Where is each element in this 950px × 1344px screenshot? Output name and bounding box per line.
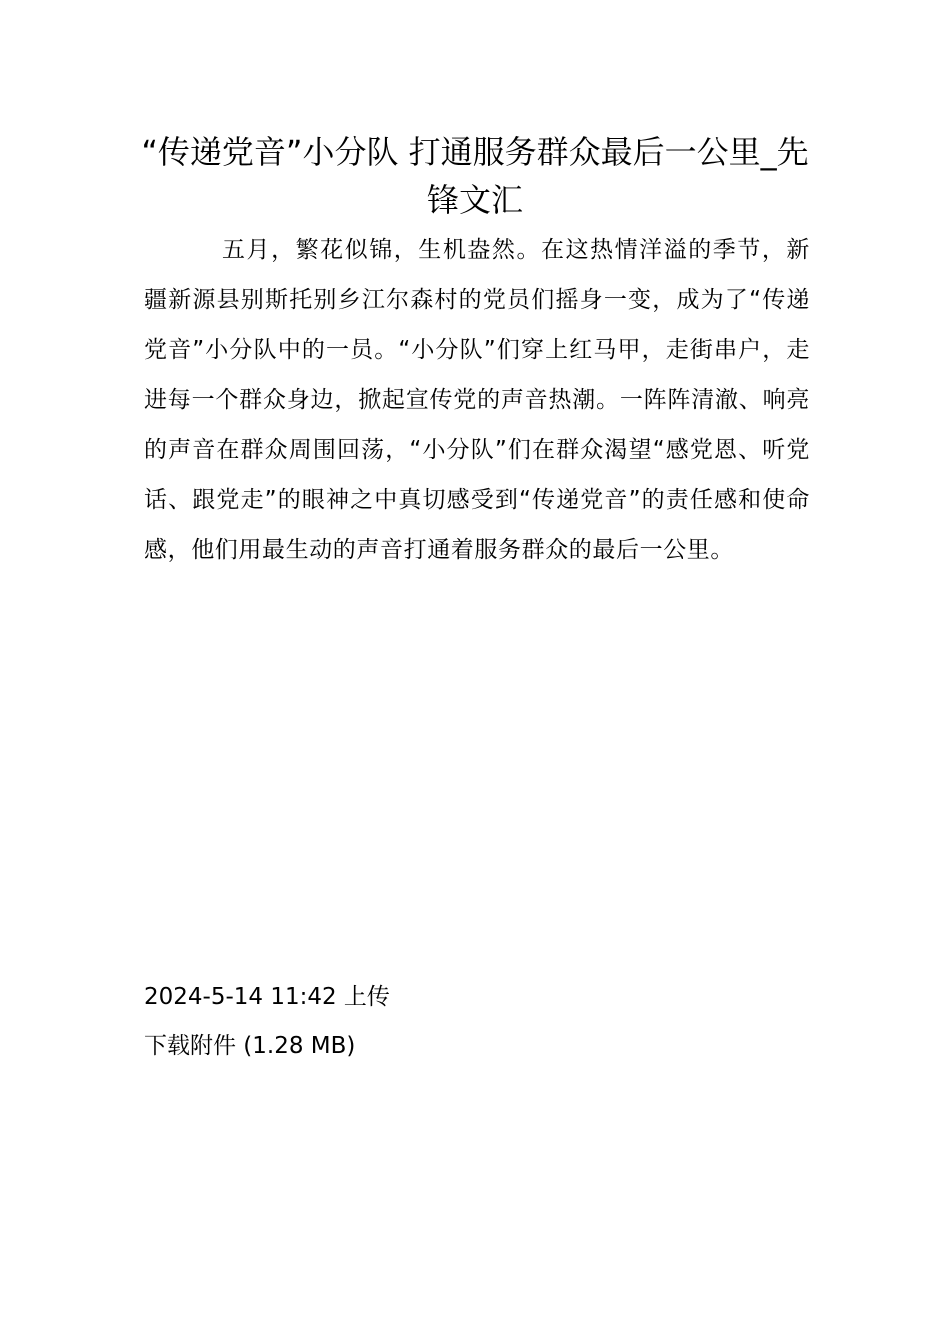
upload-timestamp: 2024-5-14 11:42 上传 <box>144 984 390 1010</box>
article-paragraph: 五月，繁花似锦，生机盎然。在这热情洋溢的季节，新疆新源县别斯托别乡江尔森村的党员们摇身一变，成为了“传递党音”小分队中的一员。“小分队”们穿上红马甲，走街串户，走进每一个群众身边，掀起宣传党的声音热潮。一阵阵清澈、响亮的声音在群众周围回荡，“小分队”们在群众渴望“感党恩、听党话、跟党走”的眼神之中真切感受到“传递党音”的责任感和使命感，他们用最生动的声音打通着服务群众的最后一公里。 <box>144 237 810 563</box>
download-attachment-link[interactable]: 下载附件 (1.28 MB) <box>144 1033 356 1059</box>
article-title: “传递党音”小分队 打通服务群众最后一公里_先锋文汇 <box>141 133 809 219</box>
